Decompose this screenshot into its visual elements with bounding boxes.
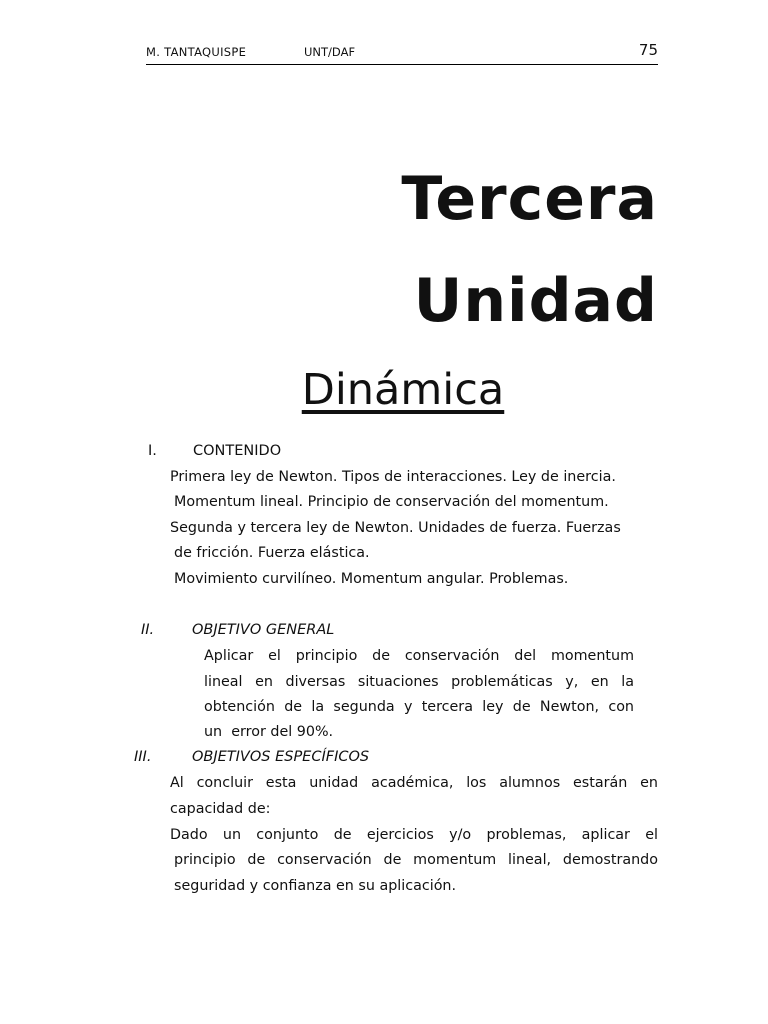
section-2-line: un error del 90%.	[204, 724, 334, 740]
section-3-line: seguridad y confianza en su aplicación.	[174, 878, 457, 894]
header-author: M. TANTAQUISPE	[146, 45, 247, 59]
section-2-title: OBJETIVO GENERAL	[192, 622, 335, 638]
section-2-line: obtención de la segunda y tercera ley de Newton, con	[204, 699, 634, 715]
page-header	[146, 42, 658, 65]
section-3-line: principio de conservación de momentum lineal, demostrando	[174, 852, 658, 868]
section-1-line: Primera ley de Newton. Tipos de interacciones. Ley de inercia.	[170, 469, 616, 485]
title-line-1: Tercera	[401, 164, 658, 234]
title-line-2: Unidad	[413, 266, 658, 336]
section-1-line: Movimiento curvilíneo. Momentum angular. Problemas.	[174, 571, 569, 587]
section-1-title: CONTENIDO	[193, 443, 282, 459]
header-institution: UNT/DAF	[304, 45, 356, 59]
section-2-line: Aplicar el principio de conservación del momentum	[204, 648, 634, 664]
section-3-line: Dado un conjunto de ejercicios y/o problemas, aplicar el	[170, 827, 658, 843]
section-3-line: Al concluir esta unidad académica, los alumnos estarán en	[170, 775, 658, 791]
section-1-line: de fricción. Fuerza elástica.	[174, 545, 370, 561]
section-3-line: capacidad de:	[170, 801, 271, 817]
section-1-line: Momentum lineal. Principio de conservación del momentum.	[174, 494, 609, 510]
section-1-line: Segunda y tercera ley de Newton. Unidades de fuerza. Fuerzas	[170, 520, 621, 536]
section-2-number: II.	[141, 622, 155, 638]
section-1-number: I.	[148, 443, 157, 459]
subtitle: Dinámica	[301, 365, 505, 415]
section-3-number: III.	[134, 749, 152, 765]
section-3-title: OBJETIVOS ESPECÍFICOS	[192, 749, 370, 765]
section-2-line: lineal en diversas situaciones problemáticas y, en la	[204, 674, 634, 690]
page-number: 75	[638, 41, 658, 59]
